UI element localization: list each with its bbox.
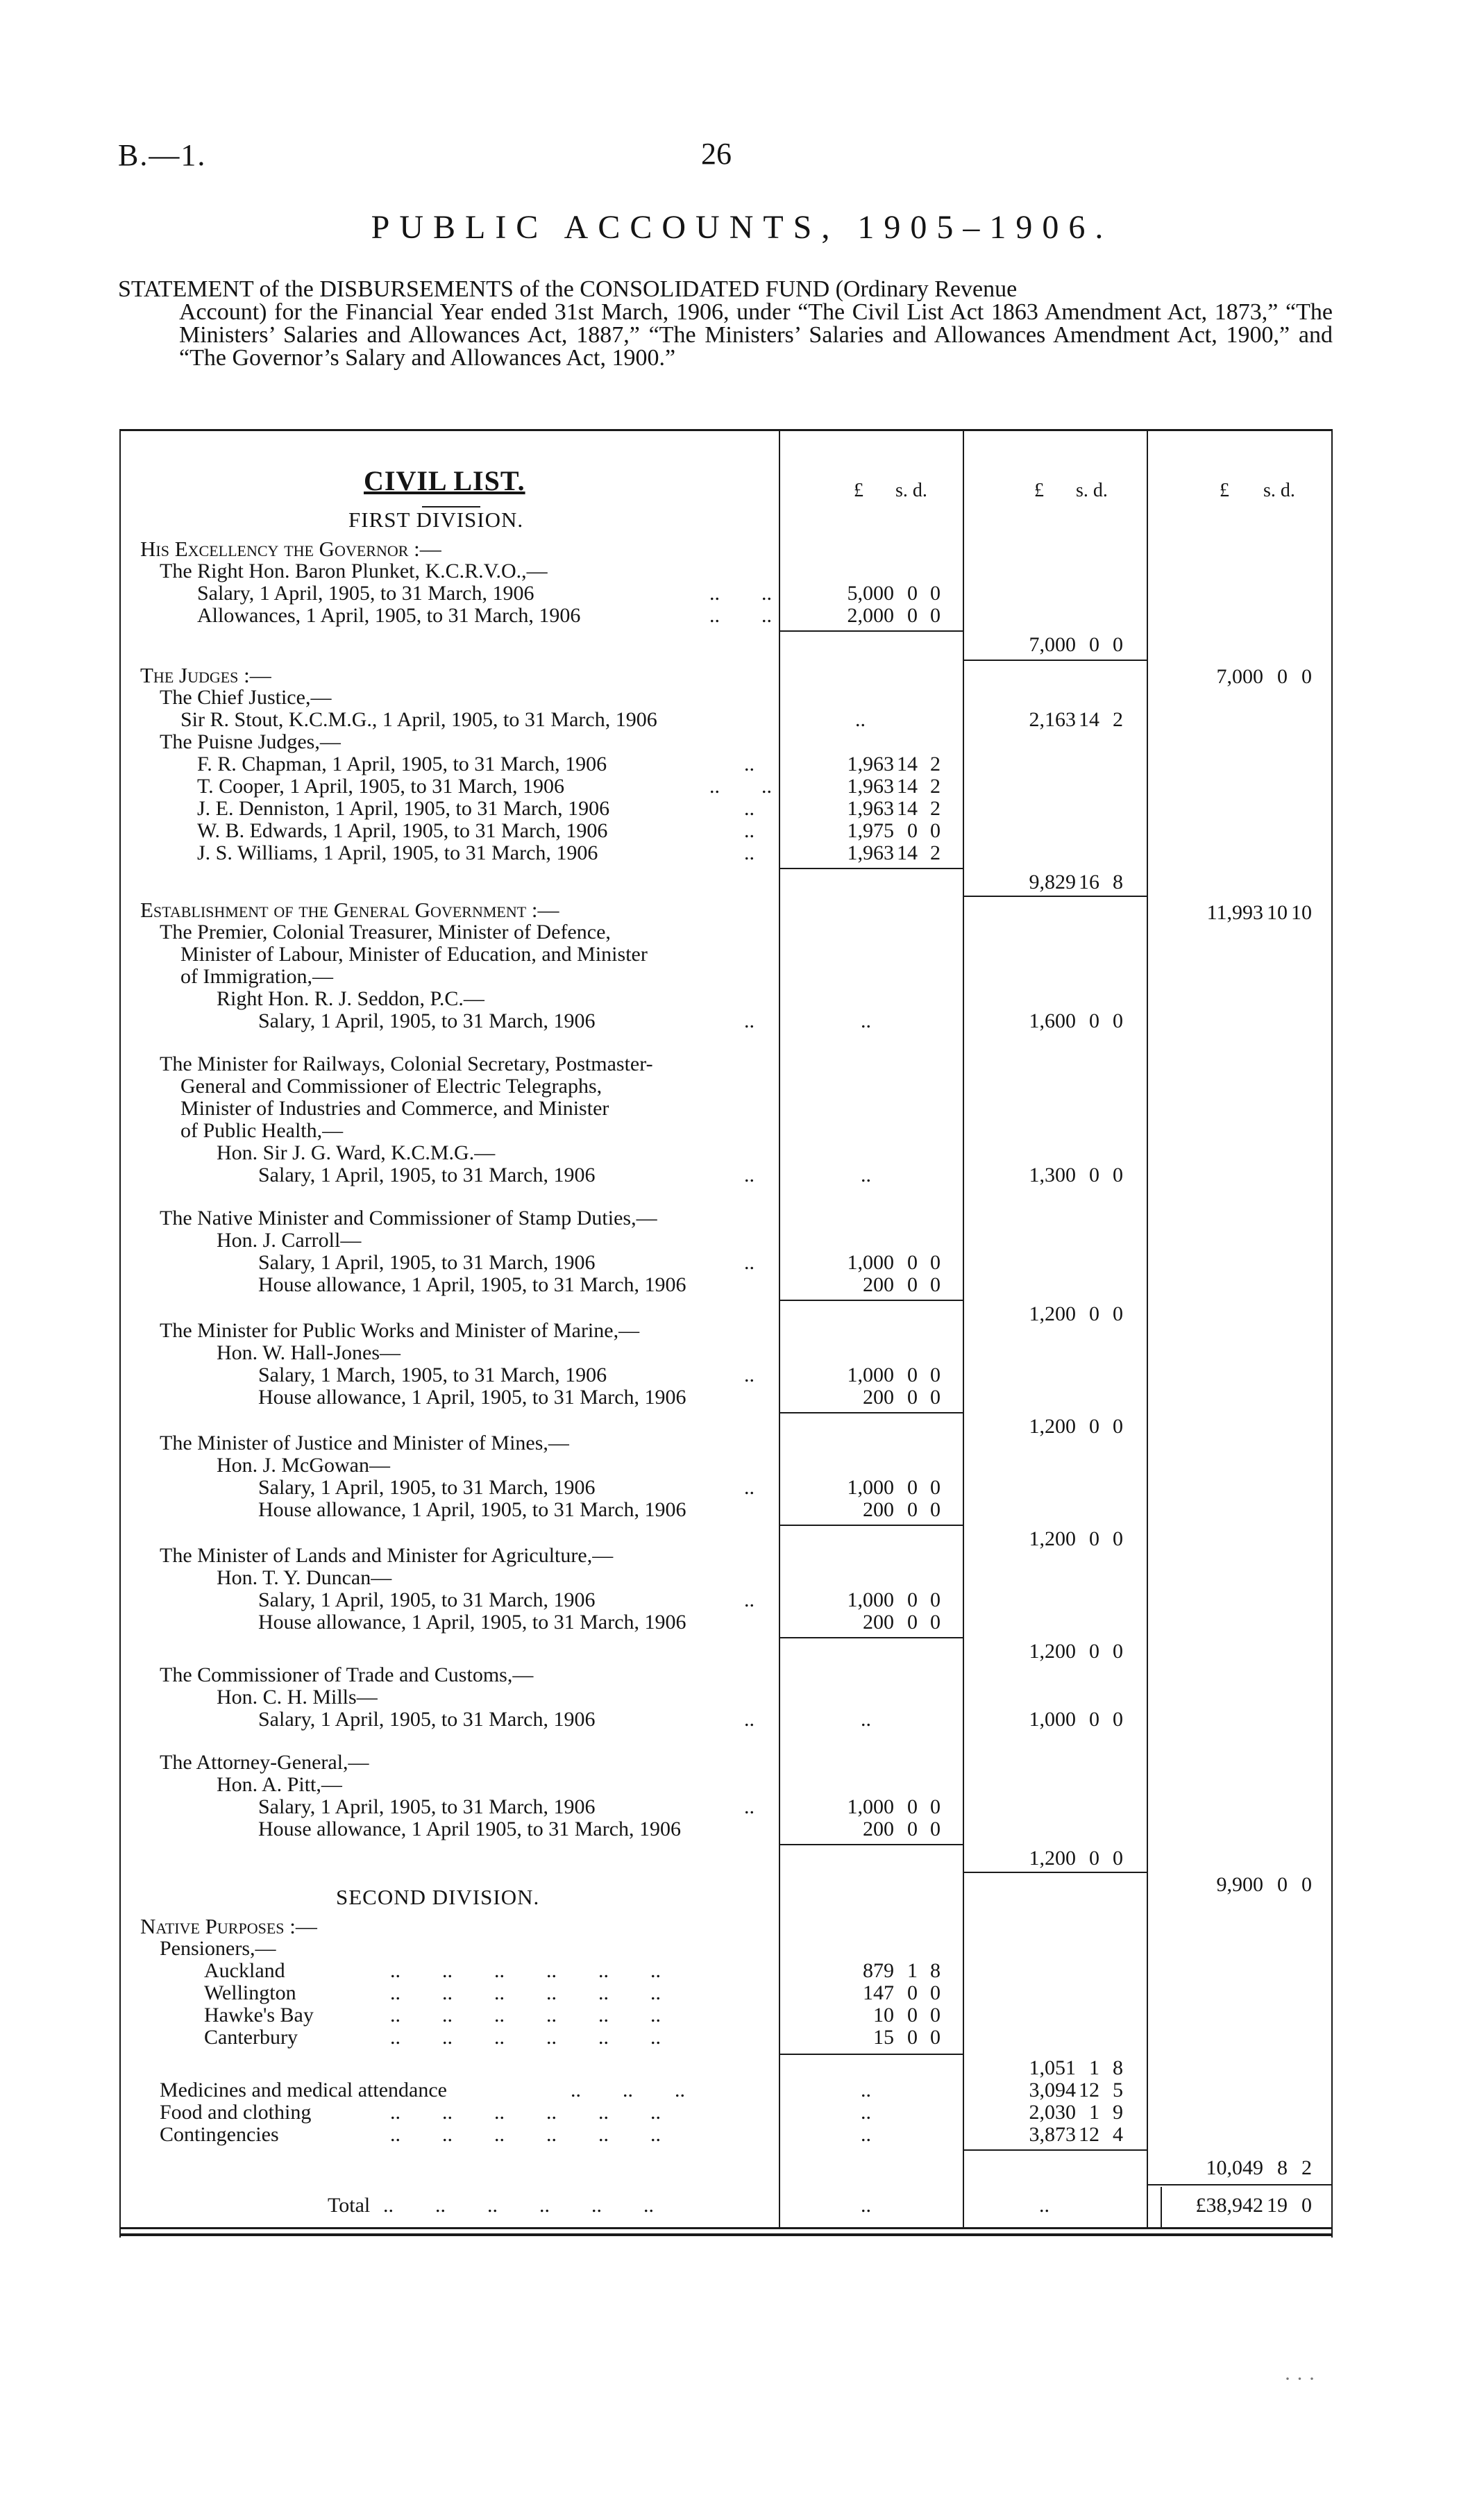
pensioner-pounds: 10: [873, 2004, 894, 2026]
pensioner-label: Canterbury: [204, 2026, 298, 2049]
lands-house-label: House allowance, 1 April, 1905, to 31 March, 1906: [258, 1611, 686, 1634]
attorney-house-label: House allowance, 1 April 1905, to 31 March, 1906: [258, 1818, 682, 1840]
chief-justice-d: 2: [1113, 708, 1123, 731]
justice-amount-pounds: 1,200: [1029, 1527, 1076, 1550]
leader-dots: .. .. .. .. .. ..: [390, 2026, 661, 2049]
table-bottom-rule-1: [119, 2227, 1333, 2229]
native-purposes-heading: Native Purposes :—: [140, 1914, 317, 1938]
attorney-general-title: The Attorney-General,—: [160, 1751, 369, 1774]
puisne-judge-d: 2: [930, 841, 941, 864]
puisne-judge-s: 14: [897, 753, 918, 775]
governor-allowances-d: 0: [930, 604, 941, 627]
grand-total-box-left: [1161, 2187, 1162, 2227]
governor-salary-label: Salary, 1 April, 1905, to 31 March, 1906: [197, 582, 534, 605]
leader-dots: ..: [861, 2079, 871, 2101]
chief-justice-label: Sir R. Stout, K.C.M.G., 1 April, 1905, to 31 March, 1906: [180, 708, 657, 731]
works-salary-label: Salary, 1 March, 1905, to 31 March, 1906: [258, 1363, 607, 1386]
native-salary-s: 0: [907, 1251, 918, 1274]
puisne-judge-pounds: 1,963: [847, 797, 894, 820]
native-minister-name: Hon. J. Carroll—: [217, 1229, 362, 1252]
page-title: PUBLIC ACCOUNTS, 1905–1906.: [371, 209, 1113, 246]
first-division-underline: [422, 506, 480, 507]
judges-total-s: 10: [1267, 901, 1288, 924]
lands-minister-title: The Minister of Lands and Minister for Agriculture,—: [160, 1544, 614, 1567]
puisne-judge-pounds: 1,963: [847, 841, 894, 864]
leader-dots: ..: [861, 1708, 871, 1731]
puisne-judge-s: 14: [897, 775, 918, 798]
puisne-judge-s: 0: [907, 819, 918, 842]
food-d: 9: [1113, 2101, 1123, 2124]
justice-house-pounds: 200: [863, 1498, 894, 1521]
leader-dots: .. .. .. .. .. ..: [390, 2123, 661, 2146]
puisne-total-s: 16: [1079, 871, 1099, 893]
intro-rest: Account) for the Financial Year ended 31st March, 1906, under “The Civil List Act 1863 Amendment Act, 1873,” “The Ministers’ Salaries and Allowances Act, 1887,” “The Ministers’ Salaries and Allowances Amendment Act, 1900,” and “The Governor’s Salary and Allowances Act, 1900.”: [179, 299, 1333, 371]
pensioner-s: 0: [907, 2026, 918, 2049]
pensioners-total-d: 8: [1113, 2056, 1123, 2079]
premier-amount-d: 0: [1113, 1009, 1123, 1032]
lands-amount-d: 0: [1113, 1640, 1123, 1663]
premier-title-line: Minister of Labour, Minister of Education, and Minister: [180, 943, 648, 966]
pensioner-s: 0: [907, 1981, 918, 2004]
subtotal-rule: [780, 1637, 964, 1638]
trade-commissioner-name: Hon. C. H. Mills—: [217, 1686, 378, 1709]
leader-dots: ..: [861, 1164, 871, 1186]
column-divider-1: [779, 429, 780, 2227]
grand-total-label: Total: [328, 2194, 371, 2217]
grand-total-s: 19: [1267, 2194, 1288, 2217]
leader-dots: ..: [744, 1363, 754, 1386]
governor-subtotal-d: 0: [1113, 633, 1123, 656]
attorney-house-s: 0: [907, 1818, 918, 1840]
page-number: 26: [701, 137, 732, 171]
leader-dots: .. ..: [709, 604, 772, 627]
puisne-judge-s: 14: [897, 797, 918, 820]
puisne-judge-s: 14: [897, 841, 918, 864]
food-label: Food and clothing: [160, 2101, 312, 2124]
second-division-heading: SECOND DIVISION.: [336, 1885, 540, 1909]
medicines-label: Medicines and medical attendance: [160, 2079, 447, 2101]
trade-amount-pounds: 1,000: [1029, 1708, 1076, 1731]
leader-dots: .. .. .. .. .. ..: [390, 2101, 661, 2124]
railways-title-line: The Minister for Railways, Colonial Secretary, Postmaster-: [160, 1052, 653, 1075]
judges-total-pounds: 11,993: [1206, 901, 1263, 924]
pensioner-label: Hawke's Bay: [204, 2004, 314, 2026]
justice-minister-name: Hon. J. McGowan—: [217, 1454, 390, 1477]
pensioner-d: 8: [930, 1959, 941, 1982]
justice-salary-pounds: 1,000: [847, 1476, 894, 1499]
leader-dots: ..: [744, 797, 754, 820]
attorney-amount-pounds: 1,200: [1029, 1847, 1076, 1870]
leader-dots: ..: [744, 1708, 754, 1731]
railways-amount-s: 0: [1089, 1164, 1099, 1186]
col1-sd-header: s. d.: [895, 480, 927, 501]
pensioner-s: 0: [907, 2004, 918, 2026]
puisne-judge-pounds: 1,975: [847, 819, 894, 842]
governor-allowances-s: 0: [907, 604, 918, 627]
attorney-amount-d: 0: [1113, 1847, 1123, 1870]
column-divider-3: [1147, 429, 1148, 2227]
puisne-judge-label: F. R. Chapman, 1 April, 1905, to 31 March, 1906: [197, 753, 607, 775]
contingencies-label: Contingencies: [160, 2123, 279, 2146]
lands-salary-label: Salary, 1 April, 1905, to 31 March, 1906: [258, 1588, 596, 1611]
medicines-d: 5: [1113, 2079, 1123, 2101]
governor-total-pounds: 7,000: [1216, 665, 1263, 688]
native-purposes-total-s: 8: [1277, 2156, 1288, 2179]
native-minister-title: The Native Minister and Commissioner of Stamp Duties,—: [160, 1207, 657, 1230]
justice-house-s: 0: [907, 1498, 918, 1521]
page-footer-mark: · · ·: [1284, 2367, 1315, 2390]
attorney-salary-label: Salary, 1 April, 1905, to 31 March, 1906: [258, 1795, 596, 1818]
disbursements-table: [119, 429, 1333, 2240]
railways-amount-pounds: 1,300: [1029, 1164, 1076, 1186]
col3-sd-header: s. d.: [1263, 480, 1295, 501]
railways-amount-d: 0: [1113, 1164, 1123, 1186]
governor-allowances-label: Allowances, 1 April, 1905, to 31 March, 1906: [197, 604, 581, 627]
native-house-s: 0: [907, 1273, 918, 1296]
lands-salary-s: 0: [907, 1588, 918, 1611]
subtotal-rule: [780, 868, 964, 869]
governor-salary-d: 0: [930, 582, 941, 605]
leader-dots: .. .. ..: [571, 2079, 685, 2101]
works-minister-title: The Minister for Public Works and Minister of Marine,—: [160, 1319, 640, 1342]
works-house-s: 0: [907, 1386, 918, 1409]
native-salary-pounds: 1,000: [847, 1251, 894, 1274]
lands-salary-pounds: 1,000: [847, 1588, 894, 1611]
grand-total-pounds: £38,942: [1195, 2194, 1263, 2217]
intro-line-1: STATEMENT of the DISBURSEMENTS of the CONSOLIDATED FUND (Ordinary Revenue: [118, 276, 1018, 302]
governor-allowances-pounds: 2,000: [847, 604, 894, 627]
attorney-general-name: Hon. A. Pitt,—: [217, 1773, 342, 1796]
attorney-salary-s: 0: [907, 1795, 918, 1818]
attorney-amount-s: 0: [1089, 1847, 1099, 1870]
subtotal-rule: [780, 2054, 964, 2055]
puisne-judge-pounds: 1,963: [847, 775, 894, 798]
grand-total-d: 0: [1301, 2194, 1312, 2217]
leader-dots: ..: [744, 1476, 754, 1499]
puisne-judge-d: 2: [930, 797, 941, 820]
native-house-label: House allowance, 1 April, 1905, to 31 March, 1906: [258, 1273, 686, 1296]
table-left-rule: [119, 429, 121, 2238]
justice-salary-d: 0: [930, 1476, 941, 1499]
pensioner-d: 0: [930, 2004, 941, 2026]
premier-title-line: The Premier, Colonial Treasurer, Minister of Defence,: [160, 921, 611, 943]
pensioner-pounds: 879: [863, 1959, 894, 1982]
justice-amount-d: 0: [1113, 1527, 1123, 1550]
trade-amount-s: 0: [1089, 1708, 1099, 1731]
subtotal-rule: [964, 660, 1147, 661]
judges-heading: The Judges :—: [140, 663, 271, 687]
attorney-salary-pounds: 1,000: [847, 1795, 894, 1818]
native-house-pounds: 200: [863, 1273, 894, 1296]
governor-total-s: 0: [1277, 665, 1288, 688]
governor-subtotal-s: 0: [1089, 633, 1099, 656]
railways-title-line: Minister of Industries and Commerce, and Minister: [180, 1097, 609, 1120]
trade-amount-d: 0: [1113, 1708, 1123, 1731]
contingencies-s: 12: [1079, 2123, 1099, 2146]
leader-dots: ..: [744, 1588, 754, 1611]
chief-justice-heading: The Chief Justice,—: [160, 686, 332, 709]
lands-minister-name: Hon. T. Y. Duncan—: [217, 1566, 392, 1589]
railways-title-line: General and Commissioner of Electric Telegraphs,: [180, 1075, 602, 1098]
puisne-judge-pounds: 1,963: [847, 753, 894, 775]
premier-amount-pounds: 1,600: [1029, 1009, 1076, 1032]
governor-total-d: 0: [1301, 665, 1312, 688]
pensioner-label: Auckland: [204, 1959, 285, 1982]
establishment-heading: Establishment of the General Government :—: [140, 898, 559, 922]
puisne-total-d: 8: [1113, 871, 1123, 893]
leader-dots: .. ..: [709, 775, 772, 798]
pensioners-heading: Pensioners,—: [160, 1937, 276, 1960]
establishment-total-d: 0: [1301, 1873, 1312, 1896]
pensioner-d: 0: [930, 2026, 941, 2049]
works-amount-s: 0: [1089, 1415, 1099, 1438]
subtotal-rule: [780, 1412, 964, 1413]
attorney-salary-d: 0: [930, 1795, 941, 1818]
justice-house-d: 0: [930, 1498, 941, 1521]
puisne-judge-d: 2: [930, 753, 941, 775]
leader-dots: ..: [744, 753, 754, 775]
railways-name: Hon. Sir J. G. Ward, K.C.M.G.—: [217, 1141, 496, 1164]
attorney-house-pounds: 200: [863, 1818, 894, 1840]
subtotal-rule: [964, 1872, 1147, 1873]
lands-house-pounds: 200: [863, 1611, 894, 1634]
subtotal-rule: [780, 1525, 964, 1526]
leader-dots: ..: [744, 841, 754, 864]
native-salary-d: 0: [930, 1251, 941, 1274]
lands-house-s: 0: [907, 1611, 918, 1634]
attorney-house-d: 0: [930, 1818, 941, 1840]
table-bottom-rule-2: [119, 2233, 1333, 2236]
puisne-judge-label: J. E. Denniston, 1 April, 1905, to 31 March, 1906: [197, 797, 610, 820]
subtotal-rule: [964, 896, 1147, 897]
first-division-heading: FIRST DIVISION.: [348, 507, 524, 532]
establishment-total-pounds: 9,900: [1216, 1873, 1263, 1896]
leader-dots: .. .. .. .. .. ..: [383, 2194, 654, 2217]
lands-salary-d: 0: [930, 1588, 941, 1611]
pensioner-label: Wellington: [204, 1981, 296, 2004]
leader-dots: .. ..: [709, 582, 772, 605]
judges-total-d: 10: [1291, 901, 1312, 924]
puisne-judge-label: T. Cooper, 1 April, 1905, to 31 March, 1906: [197, 775, 565, 798]
chief-justice-pounds: 2,163: [1029, 708, 1076, 731]
subtotal-rule: [964, 2149, 1147, 2151]
trade-commissioner-title: The Commissioner of Trade and Customs,—: [160, 1663, 534, 1686]
governor-name: The Right Hon. Baron Plunket, K.C.R.V.O.,—: [160, 560, 548, 582]
justice-house-label: House allowance, 1 April, 1905, to 31 March, 1906: [258, 1498, 686, 1521]
governor-salary-pounds: 5,000: [847, 582, 894, 605]
puisne-total-pounds: 9,829: [1029, 871, 1076, 893]
works-salary-d: 0: [930, 1363, 941, 1386]
premier-title-line: of Immigration,—: [180, 965, 333, 988]
native-amount-d: 0: [1113, 1302, 1123, 1325]
pensioner-s: 1: [907, 1959, 918, 1982]
native-purposes-total-d: 2: [1301, 2156, 1312, 2179]
leader-dots: .. .. .. .. .. ..: [390, 2004, 661, 2026]
medicines-s: 12: [1079, 2079, 1099, 2101]
establishment-total-s: 0: [1277, 1873, 1288, 1896]
pensioners-total-s: 1: [1089, 2056, 1099, 2079]
column-divider-2: [963, 429, 964, 2227]
railways-title-line: of Public Health,—: [180, 1119, 344, 1142]
justice-amount-s: 0: [1089, 1527, 1099, 1550]
chief-justice-s: 14: [1079, 708, 1099, 731]
puisne-judge-d: 2: [930, 775, 941, 798]
lands-amount-pounds: 1,200: [1029, 1640, 1076, 1663]
premier-salary-label: Salary, 1 April, 1905, to 31 March, 1906: [258, 1009, 596, 1032]
contingencies-d: 4: [1113, 2123, 1123, 2146]
grand-total-top-rule: [1148, 2184, 1331, 2185]
governor-subtotal-pounds: 7,000: [1029, 633, 1076, 656]
civil-list-heading: CIVIL LIST.: [364, 465, 525, 496]
pensioner-pounds: 15: [873, 2026, 894, 2049]
governor-salary-s: 0: [907, 582, 918, 605]
food-pounds: 2,030: [1029, 2101, 1076, 2124]
col3-pounds-header: £: [1220, 480, 1229, 501]
leader-dots: ..: [861, 1009, 871, 1032]
leader-dots: .. .. .. .. .. ..: [390, 1981, 661, 2004]
premier-name: Right Hon. R. J. Seddon, P.C.—: [217, 987, 484, 1010]
native-amount-s: 0: [1089, 1302, 1099, 1325]
works-house-pounds: 200: [863, 1386, 894, 1409]
native-purposes-total-pounds: 10,049: [1206, 2156, 1263, 2179]
native-amount-pounds: 1,200: [1029, 1302, 1076, 1325]
trade-salary-label: Salary, 1 April, 1905, to 31 March, 1906: [258, 1708, 596, 1731]
railways-salary-label: Salary, 1 April, 1905, to 31 March, 1906: [258, 1164, 596, 1186]
col2-pounds-header: £: [1034, 480, 1044, 501]
leader-dots: ..: [861, 2194, 871, 2217]
col2-sd-header: s. d.: [1076, 480, 1108, 501]
subtotal-rule: [780, 1844, 964, 1845]
document-reference: B.—1.: [118, 138, 207, 172]
works-salary-s: 0: [907, 1363, 918, 1386]
statement-intro: [118, 278, 1333, 369]
works-minister-name: Hon. W. Hall-Jones—: [217, 1341, 400, 1364]
justice-salary-label: Salary, 1 April, 1905, to 31 March, 1906: [258, 1476, 596, 1499]
lands-house-d: 0: [930, 1611, 941, 1634]
table-right-rule: [1331, 429, 1333, 2238]
premier-amount-s: 0: [1089, 1009, 1099, 1032]
contingencies-pounds: 3,873: [1029, 2123, 1076, 2146]
col1-pounds-header: £: [854, 480, 863, 501]
puisne-judge-label: J. S. Williams, 1 April, 1905, to 31 March, 1906: [197, 841, 598, 864]
pensioner-pounds: 147: [863, 1981, 894, 2004]
leader-dots: ..: [744, 1795, 754, 1818]
leader-dots: ..: [744, 1251, 754, 1274]
leader-dots: ..: [855, 708, 866, 731]
leader-dots: .. .. .. .. .. ..: [390, 1959, 661, 1982]
puisne-judge-label: W. B. Edwards, 1 April, 1905, to 31 March, 1906: [197, 819, 608, 842]
works-salary-pounds: 1,000: [847, 1363, 894, 1386]
works-house-label: House allowance, 1 April, 1905, to 31 March, 1906: [258, 1386, 686, 1409]
works-amount-pounds: 1,200: [1029, 1415, 1076, 1438]
medicines-pounds: 3,094: [1029, 2079, 1076, 2101]
pensioner-d: 0: [930, 1981, 941, 2004]
justice-salary-s: 0: [907, 1476, 918, 1499]
lands-amount-s: 0: [1089, 1640, 1099, 1663]
subtotal-rule: [780, 1300, 964, 1301]
leader-dots: ..: [861, 2123, 871, 2146]
puisne-judge-d: 0: [930, 819, 941, 842]
table-top-rule: [119, 429, 1333, 431]
governor-heading: His Excellency the Governor :—: [140, 537, 441, 561]
works-amount-d: 0: [1113, 1415, 1123, 1438]
native-salary-label: Salary, 1 April, 1905, to 31 March, 1906: [258, 1251, 596, 1274]
works-house-d: 0: [930, 1386, 941, 1409]
subtotal-rule: [780, 630, 964, 632]
puisne-judges-heading: The Puisne Judges,—: [160, 730, 341, 753]
food-s: 1: [1089, 2101, 1099, 2124]
native-house-d: 0: [930, 1273, 941, 1296]
leader-dots: ..: [861, 2101, 871, 2124]
leader-dots: ..: [744, 1164, 754, 1186]
leader-dots: ..: [744, 1009, 754, 1032]
justice-minister-title: The Minister of Justice and Minister of Mines,—: [160, 1432, 569, 1454]
pensioners-total-pounds: 1,051: [1029, 2056, 1076, 2079]
leader-dots: ..: [1039, 2194, 1049, 2217]
leader-dots: ..: [744, 819, 754, 842]
